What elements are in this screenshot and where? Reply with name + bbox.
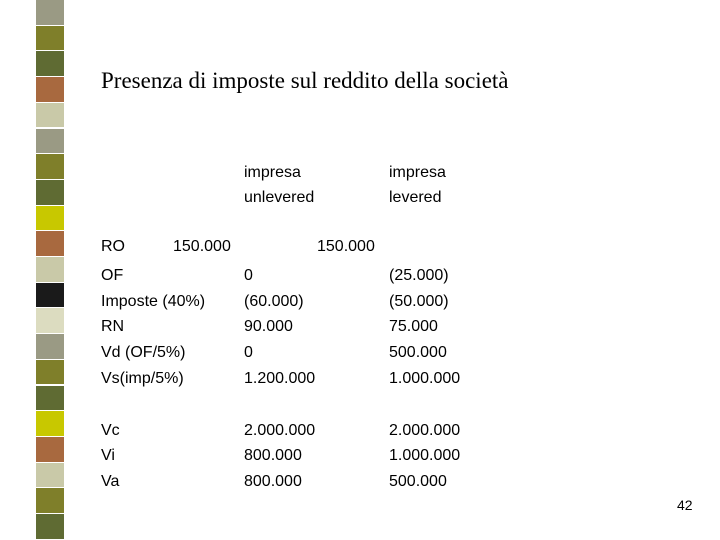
header-unlevered-line1: impresa	[244, 164, 301, 181]
page-number: 42	[677, 497, 693, 513]
row-unlevered-value: 0	[244, 267, 253, 284]
stripe-block	[36, 283, 64, 308]
row-label: Imposte (40%)	[101, 293, 206, 310]
stripe-block	[36, 77, 64, 102]
stripe-block	[36, 26, 64, 51]
row-label: RO	[101, 238, 125, 255]
row-label: OF	[101, 267, 124, 284]
row-levered-value: (25.000)	[389, 267, 449, 284]
row-label: Va	[101, 473, 120, 490]
row-label: RN	[101, 318, 125, 335]
row-unlevered-value: 0	[244, 344, 253, 361]
stripe-block	[36, 488, 64, 513]
row-unlevered-value: 1.200.000	[244, 370, 316, 387]
row-levered-value: 500.000	[389, 473, 447, 490]
row-label: Vi	[101, 447, 115, 464]
slide-title: Presenza di imposte sul reddito della società	[101, 68, 509, 93]
stripe-block	[36, 514, 64, 539]
stripe-block	[36, 103, 64, 128]
row-levered-value: 1.000.000	[389, 370, 461, 387]
stripe-block	[36, 206, 64, 231]
row-levered-value: 2.000.000	[389, 422, 461, 439]
header-levered-line2: levered	[389, 189, 442, 206]
row-label: Vc	[101, 422, 120, 439]
stripe-block	[36, 463, 64, 488]
stripe-block	[36, 154, 64, 179]
stripe-block	[36, 0, 64, 25]
stripe-block	[36, 411, 64, 436]
row-unlevered-value: (60.000)	[244, 293, 304, 310]
decorative-stripe	[0, 0, 72, 540]
stripe-block	[36, 386, 64, 411]
stripe-block	[36, 360, 64, 385]
row-levered-value: (50.000)	[389, 293, 449, 310]
header-levered-line1: impresa	[389, 164, 446, 181]
row-levered-value: 75.000	[389, 318, 438, 335]
row-levered-value: 1.000.000	[389, 447, 461, 464]
stripe-block	[36, 257, 64, 282]
stripe-block	[36, 129, 64, 154]
row-levered-value: 500.000	[389, 344, 447, 361]
stripe-block	[36, 334, 64, 359]
row-unlevered-value: 2.000.000	[244, 422, 316, 439]
stripe-block	[36, 51, 64, 76]
stripe-block	[36, 231, 64, 256]
row-unlevered-value: 90.000	[244, 318, 293, 335]
stripe-block	[36, 180, 64, 205]
row-label-value: 150.000	[173, 238, 231, 255]
row-unlevered-value: 800.000	[244, 473, 302, 490]
row-unlevered-value: 800.000	[244, 447, 302, 464]
row-label: Vd (OF/5%)	[101, 344, 186, 361]
stripe-block	[36, 437, 64, 462]
header-unlevered-line2: unlevered	[244, 189, 315, 206]
row-label: Vs(imp/5%)	[101, 370, 184, 387]
stripe-block	[36, 308, 64, 333]
row-levered-value: 150.000	[317, 238, 375, 255]
